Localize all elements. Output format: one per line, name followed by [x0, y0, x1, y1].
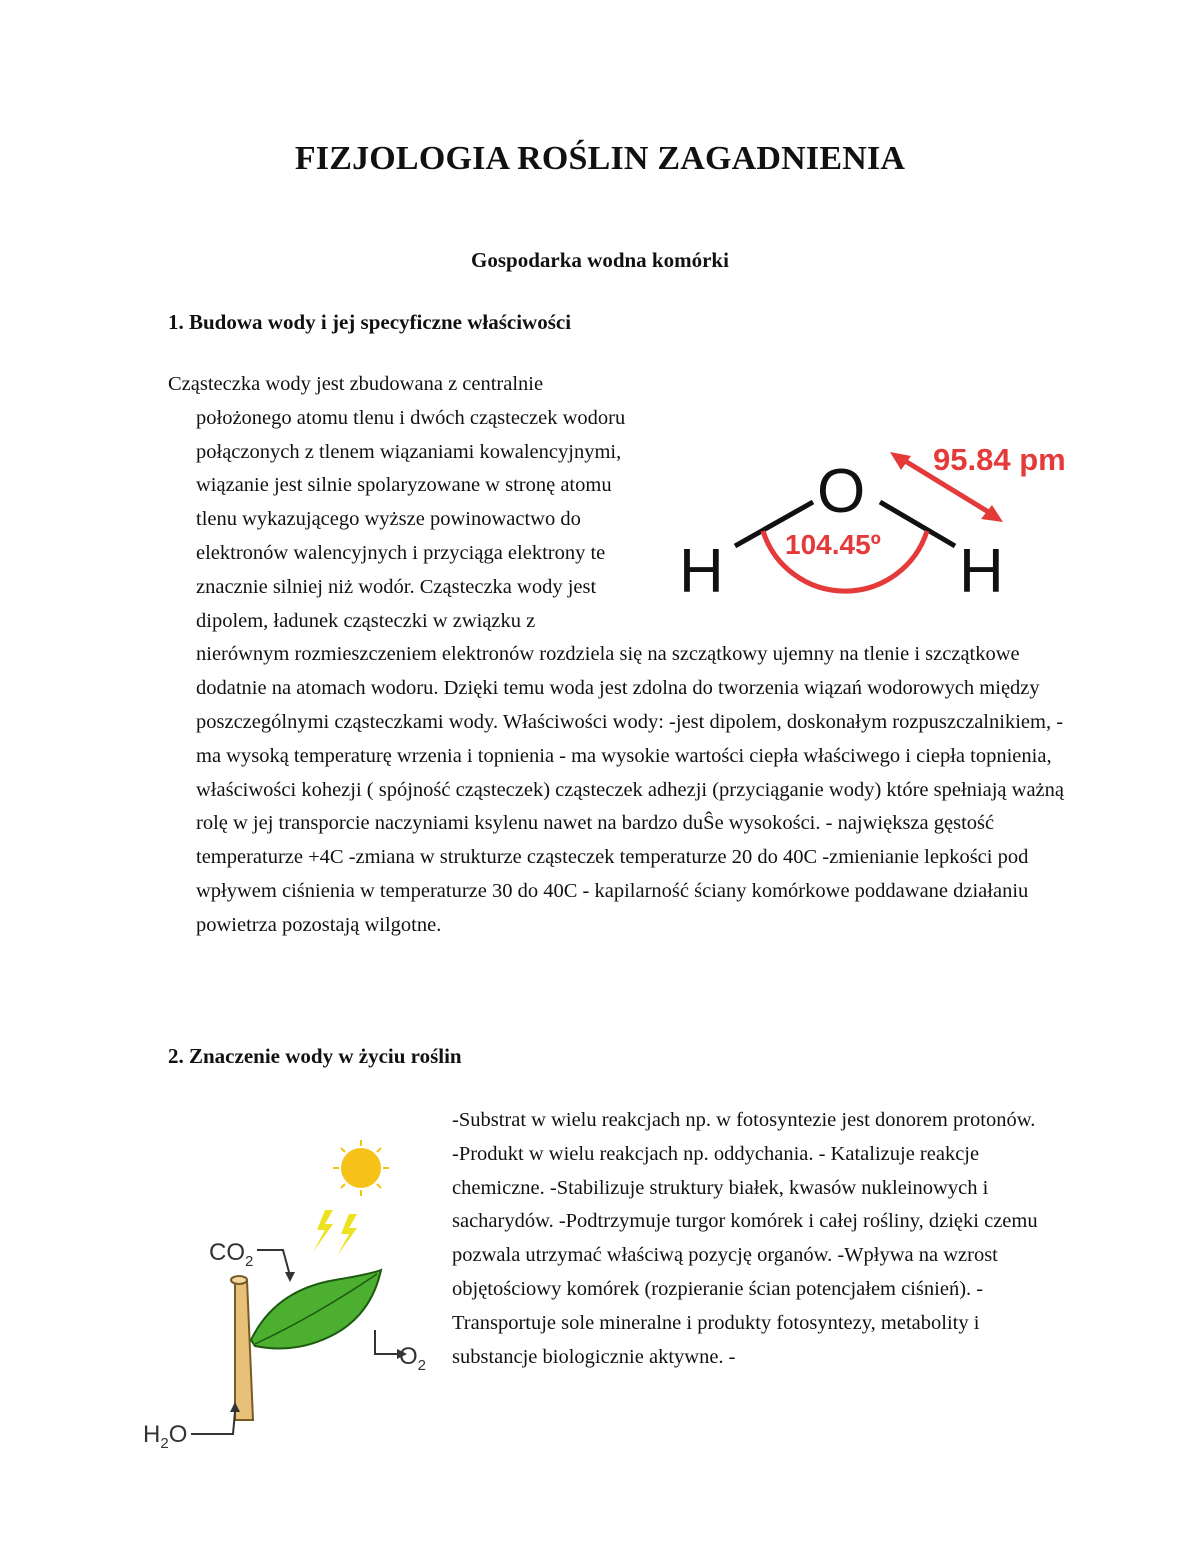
- stem-icon: [235, 1278, 253, 1420]
- co2-label: $CO_2$: [209, 1239, 254, 1270]
- sun-icon: [333, 1140, 389, 1196]
- lightning-icon-1: [313, 1210, 333, 1252]
- section-1-paragraph: [168, 368, 1066, 943]
- oxygen-label: O: [817, 457, 866, 526]
- h2o-label: $H_2O$: [143, 1421, 188, 1452]
- co2-arrow: [257, 1250, 289, 1272]
- lightning-icon-2: [337, 1214, 357, 1256]
- figure-spacer: [626, 368, 1066, 638]
- document-title: FIZJOLOGIA ROŚLIN ZAGADNIENIA: [294, 140, 906, 177]
- hydrogen-right-label: H: [959, 537, 1004, 606]
- o2-arrow: [375, 1330, 397, 1354]
- hydrogen-left-label: H: [679, 537, 724, 606]
- section-2-heading: 2. Znaczenie wody w życiu roślin: [168, 1044, 462, 1068]
- section-2-paragraph: -Substrat w wielu reakcjach np. w fotosyntezie jest donorem protonów. -Produkt w wielu reakcjach np. oddychania. - Katalizuje reakcje chemiczne. -Stabilizuje struktury białek, kwasów nukleinowych i sacharydów. -Podtrzymuje turgor komórek i całej rośliny, dzięki czemu pozwala utrzymać właściwą pozycję organów. -Wpływa na wzrost objętościowy komórek (rozpieranie ścian potencjałem ciśnień). -Transportuje sole mineralne i produkty fotosyntezy, metabolity i substancje biologicznie aktywne. -: [452, 1109, 1038, 1368]
- bond-length-label: 95.84 pm: [933, 442, 1066, 477]
- o2-label: $O_2$: [399, 1343, 427, 1374]
- section-1-heading: 1. Budowa wody i jej specyficzne właściwości: [168, 310, 572, 334]
- section-1-text: Cząsteczka wody jest zbudowana z centralnie położonego atomu tlenu i dwóch cząsteczek wodoru połączonych z tlenem wiązaniami kowalencyjnymi, wiązanie jest silnie spolaryzowane w stronę atomu tlenu wykazującego wyższe powinowactwo do elektronów walencyjnych i przyciąga elektrony te znacznie silniej niż wodór. Cząsteczka wody jest dipolem, ładunek cząsteczki w związku z nierównym rozmieszczeniem elektronów rozdziela się na szczątkowy ujemny na tlenie i szczątkowe dodatnie na atomach wodoru. Dzięki temu woda jest zdolna do tworzenia wiązań wodorowych między poszczególnymi cząsteczkami wody. Właściwości wody: -jest dipolem, doskonałym rozpuszczalnikiem, -ma wysoką temperaturę wrzenia i topnienia - ma wysokie wartości ciepła właściwego i ciepła topnienia, właściwości kohezji ( spójność cząsteczek) cząsteczek adhezji (przyciąganie wody) które spełniają ważną rolę w jej transporcie naczyniami ksylenu nawet na bardzo duŜe wysokości. - największa gęstość temperaturze +4C -zmiana w strukturze cząsteczek temperaturze 20 do 40C -zmienianie lepkości pod wpływem ciśnienia w temperaturze 30 do 40C - kapilarność ściany komórkowe poddawane działaniu powietrza pozostają wilgotne.: [168, 373, 1064, 936]
- plant-figure: [135, 1140, 435, 1460]
- angle-label: 104.45º: [785, 529, 881, 560]
- document-subtitle: Gospodarka wodna komórki: [471, 248, 729, 272]
- h2o-arrow: [191, 1412, 235, 1434]
